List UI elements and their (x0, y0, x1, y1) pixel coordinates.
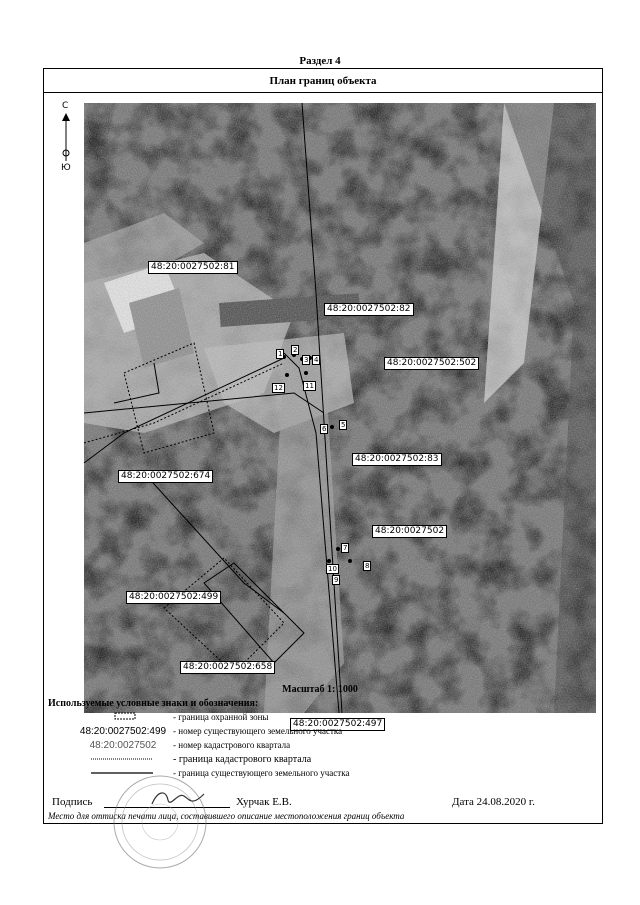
legend-symbol: 48:20:0027502 (89, 740, 157, 751)
parcel-number-label: 48:20:0027502:83 (352, 453, 442, 466)
boundary-point (348, 559, 352, 563)
scale-label: Масштаб 1: 1000 (282, 684, 358, 695)
legend-row-parcel-number (48, 726, 568, 740)
north-arrow-icon (58, 113, 78, 163)
boundary-point-number: 10 (328, 565, 337, 573)
plan-title: План границ объекта (44, 69, 602, 93)
boundary-point-number: 8 (365, 562, 370, 570)
boundary-point-number: 6 (322, 425, 327, 433)
boundary-point (285, 373, 289, 377)
legend-desc: - граница существующего земельного участка (173, 768, 350, 778)
legend-desc: - номер существующего земельного участка (173, 726, 343, 736)
protection-zone-symbol (68, 712, 178, 724)
boundary-point-number: 4 (314, 356, 319, 364)
legend-row-quarter-boundary (48, 754, 568, 768)
parcel-number-label: 48:20:0027502:82 (324, 303, 414, 316)
boundary-point-number: 11 (305, 382, 314, 390)
seal-stamp (110, 772, 210, 872)
boundary-point-number: 1 (278, 350, 283, 358)
legend-title: Используемые условные знаки и обозначения: (48, 698, 259, 709)
legend-desc: - граница охранной зоны (173, 712, 269, 722)
signature-date: Дата 24.08.2020 г. (452, 796, 535, 808)
boundary-point (330, 425, 334, 429)
boundary-point (336, 547, 340, 551)
compass-north-label: С (62, 101, 69, 111)
boundary-point-number: 2 (293, 346, 298, 354)
aerial-photo (84, 103, 596, 713)
compass-south-label: Ю (61, 163, 71, 173)
boundary-point-number: 9 (334, 576, 339, 584)
parcel-number-label: 48:20:0027502 (372, 525, 447, 538)
boundary-point-number: 7 (343, 544, 348, 552)
seal-place-note: Место для оттиска печати лица, составившего описание местоположения границ объекта (48, 811, 405, 821)
parcel-number-label: 48:20:0027502:497 (290, 718, 385, 731)
legend-desc: - номер кадастрового квартала (173, 740, 291, 750)
legend-desc: - граница кадастрового квартала (173, 754, 312, 765)
parcel-number-label: 48:20:0027502:502 (384, 357, 479, 370)
parcel-number-label: 48:20:0027502:81 (148, 261, 238, 274)
legend-symbol: 48:20:0027502:499 (79, 726, 167, 737)
quarter-boundary-symbol (68, 754, 178, 766)
signature-label: Подпись (52, 796, 93, 808)
signer-name: Хурчак Е.В. (236, 796, 292, 808)
parcel-number-label: 48:20:0027502:658 (180, 661, 275, 674)
boundary-point (327, 559, 331, 563)
boundary-point (304, 371, 308, 375)
boundary-point-number: 12 (274, 384, 283, 392)
parcel-number-label: 48:20:0027502:499 (126, 591, 221, 604)
boundary-point-number: 5 (341, 421, 346, 429)
legend-row-protection-zone (48, 712, 568, 726)
boundary-point-number: 3 (304, 356, 309, 364)
parcel-number-label: 48:20:0027502:674 (118, 470, 213, 483)
legend-row-quarter-number (48, 740, 568, 754)
north-arrow (56, 101, 76, 181)
section-title: Раздел 4 (299, 55, 341, 67)
document-frame (43, 68, 603, 824)
